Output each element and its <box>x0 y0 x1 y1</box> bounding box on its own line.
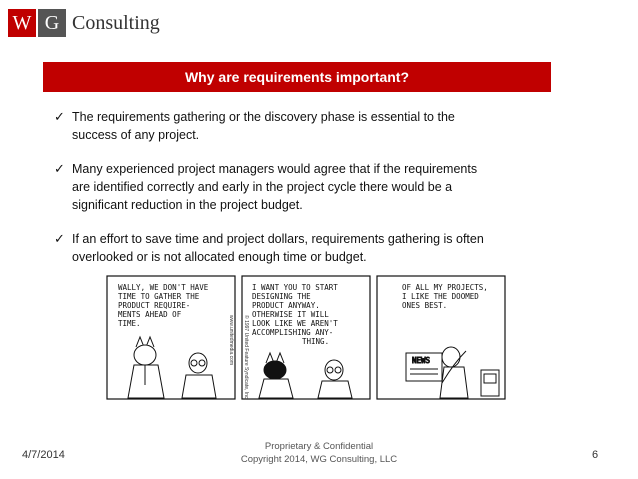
comic-url: www.unitedmedia.com <box>228 315 234 366</box>
footer-line-1: Proprietary & Confidential <box>264 441 374 452</box>
bullet-list <box>54 108 494 282</box>
company-logo <box>8 8 160 38</box>
comic-text-line: PRODUCT ANYWAY. <box>252 301 320 310</box>
bullet-text: Many experienced project managers would agree that if the requirements are identified correctly and early in the project cycle there would be a significant reduction in the project budget. <box>72 162 478 212</box>
logo-letter-w: W <box>8 9 36 37</box>
bullet-item <box>54 230 494 266</box>
comic-text-line: TIME. <box>118 319 141 328</box>
comic-text-line: WALLY, WE DON'T HAVE <box>118 283 209 292</box>
checkmark-icon: ✓ <box>54 161 65 176</box>
comic-text-line: THING. <box>302 337 330 346</box>
comic-text-line: ACCOMPLISHING ANY- <box>252 328 334 337</box>
comic-text-line: MENTS AHEAD OF <box>118 310 182 319</box>
comic-text-line: ONES BEST. <box>402 301 448 310</box>
checkmark-icon: ✓ <box>54 231 65 246</box>
logo-letter-g: G <box>38 9 66 37</box>
footer-confidential <box>219 440 419 466</box>
bullet-item <box>54 160 494 214</box>
slide-title-banner <box>43 62 551 92</box>
bullet-text: If an effort to save time and project dollars, requirements gathering is often overlooked or is not allocated enough time or budget. <box>72 232 484 264</box>
logo-word: Consulting <box>72 11 160 34</box>
checkmark-icon: ✓ <box>54 109 65 124</box>
dilbert-comic-strip <box>106 275 506 400</box>
comic-text-line: I LIKE THE DOOMED <box>402 292 479 301</box>
comic-text-line: PRODUCT REQUIRE- <box>118 301 191 310</box>
comic-text-line: OTHERWISE IT WILL <box>252 310 329 319</box>
newspaper-label: NEWS <box>412 356 431 365</box>
slide-title: Why are requirements important? <box>184 69 410 85</box>
comic-text-line: DESIGNING THE <box>252 292 311 301</box>
comic-text-line: LOOK LIKE WE AREN'T <box>252 319 338 328</box>
comic-text-line: OF ALL MY PROJECTS, <box>402 283 488 292</box>
comic-text-line: I WANT YOU TO START <box>252 283 338 292</box>
bullet-item <box>54 108 494 144</box>
comic-copyright: © 1997 United Feature Syndicate, Inc. <box>243 315 249 400</box>
footer-date: 4/7/2014 <box>22 449 65 461</box>
page-number: 6 <box>592 449 599 461</box>
footer-line-2: Copyright 2014, WG Consulting, LLC <box>240 454 398 465</box>
bullet-text: The requirements gathering or the discovery phase is essential to the success of any project. <box>72 110 455 142</box>
comic-text-line: TIME TO GATHER THE <box>118 292 200 301</box>
